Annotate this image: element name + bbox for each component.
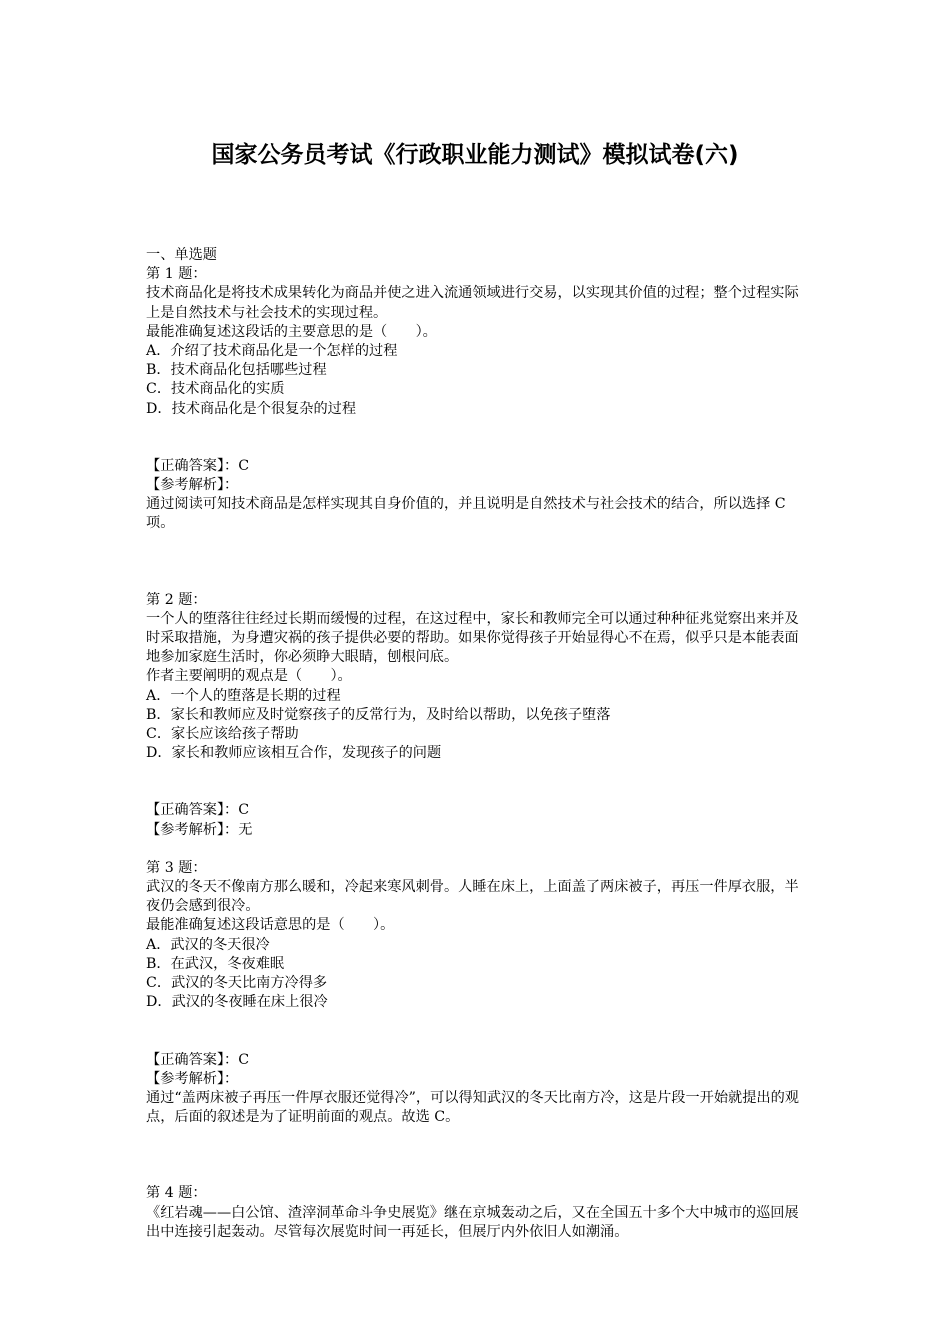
correct-answer: 【正确答案】：C bbox=[146, 1051, 250, 1068]
option-b: B．家长和教师应及时觉察孩子的反常行为，及时给以帮助，以免孩子堕落 bbox=[146, 706, 611, 723]
option-a: A．武汉的冬天很冷 bbox=[146, 936, 270, 953]
option-a: A．介绍了技术商品化是一个怎样的过程 bbox=[146, 343, 398, 360]
option-c: C．技术商品化的实质 bbox=[146, 381, 285, 398]
analysis-label: 【参考解析】： bbox=[146, 477, 239, 494]
document-body bbox=[146, 246, 806, 1242]
section-label: 一、单选题 bbox=[146, 247, 217, 263]
question-prompt: 作者主要阐明的观点是（ ）。 bbox=[146, 668, 352, 685]
analysis-label: 【参考解析】：无 bbox=[146, 821, 253, 838]
question-prompt: 最能准确复述这段话的主要意思的是（ ）。 bbox=[146, 323, 437, 340]
question-stem: 武汉的冬天不像南方那么暖和，冷起来寒风刺骨。人睡在床上，上面盖了两床被子，再压一件厚衣服，半夜仍会感到很冷。 bbox=[146, 879, 799, 915]
question-stem: 技术商品化是将技术成果转化为商品并使之进入流通领域进行交易，以实现其价值的过程；整个过程实际上是自然技术与社会技术的实现过程。 bbox=[146, 285, 799, 321]
correct-answer: 【正确答案】：C bbox=[146, 802, 250, 819]
option-d: D．技术商品化是个很复杂的过程 bbox=[146, 400, 357, 417]
question-stem: 一个人的堕落往往经过长期而缓慢的过程，在这过程中，家长和教师完全可以通过种种征兆觉察出来并及时采取措施，为身遭灾祸的孩子提供必要的帮助。如果你觉得孩子开始显得心不在焉，似乎只是本能表面地参加家庭生活时，你必须睁大眼睛，刨根问底。 bbox=[146, 610, 799, 666]
question-prompt: 最能准确复述这段话意思的是（ ）。 bbox=[146, 917, 395, 934]
analysis-label: 【参考解析】： bbox=[146, 1070, 239, 1087]
question-number: 第 2 题： bbox=[146, 591, 207, 608]
question-number: 第 1 题： bbox=[146, 266, 207, 283]
option-c: C．家长应该给孩子帮助 bbox=[146, 726, 299, 743]
question-stem: 《红岩魂——白公馆、渣滓洞革命斗争史展览》继在京城轰动之后，又在全国五十多个大中城市的巡回展出中连接引起轰动。尽管每次展览时间一再延长，但展厅内外依旧人如潮涌。 bbox=[146, 1204, 799, 1240]
option-d: D．家长和教师应该相互合作，发现孩子的问题 bbox=[146, 745, 442, 762]
option-d: D．武汉的冬夜睡在床上很冷 bbox=[146, 994, 328, 1011]
page-title: 国家公务员考试《行政职业能力测试》模拟试卷(六) bbox=[211, 142, 739, 168]
question-number: 第 3 题： bbox=[146, 859, 207, 876]
analysis-text: 通过“盖两床被子再压一件厚衣服还觉得冷”，可以得知武汉的冬天比南方冷，这是片段一开始就提出的观点，后面的叙述是为了证明前面的观点。故选 C。 bbox=[146, 1089, 799, 1126]
option-b: B．技术商品化包括哪些过程 bbox=[146, 362, 327, 379]
correct-answer: 【正确答案】：C bbox=[146, 457, 250, 474]
option-b: B．在武汉，冬夜难眠 bbox=[146, 955, 285, 972]
option-c: C．武汉的冬天比南方冷得多 bbox=[146, 975, 328, 992]
analysis-text: 通过阅读可知技术商品是怎样实现其自身价值的，并且说明是自然技术与社会技术的结合，所以选择 C 项。 bbox=[146, 496, 786, 532]
question-number: 第 4 题： bbox=[146, 1185, 207, 1202]
option-a: A．一个人的堕落是长期的过程 bbox=[146, 687, 341, 704]
